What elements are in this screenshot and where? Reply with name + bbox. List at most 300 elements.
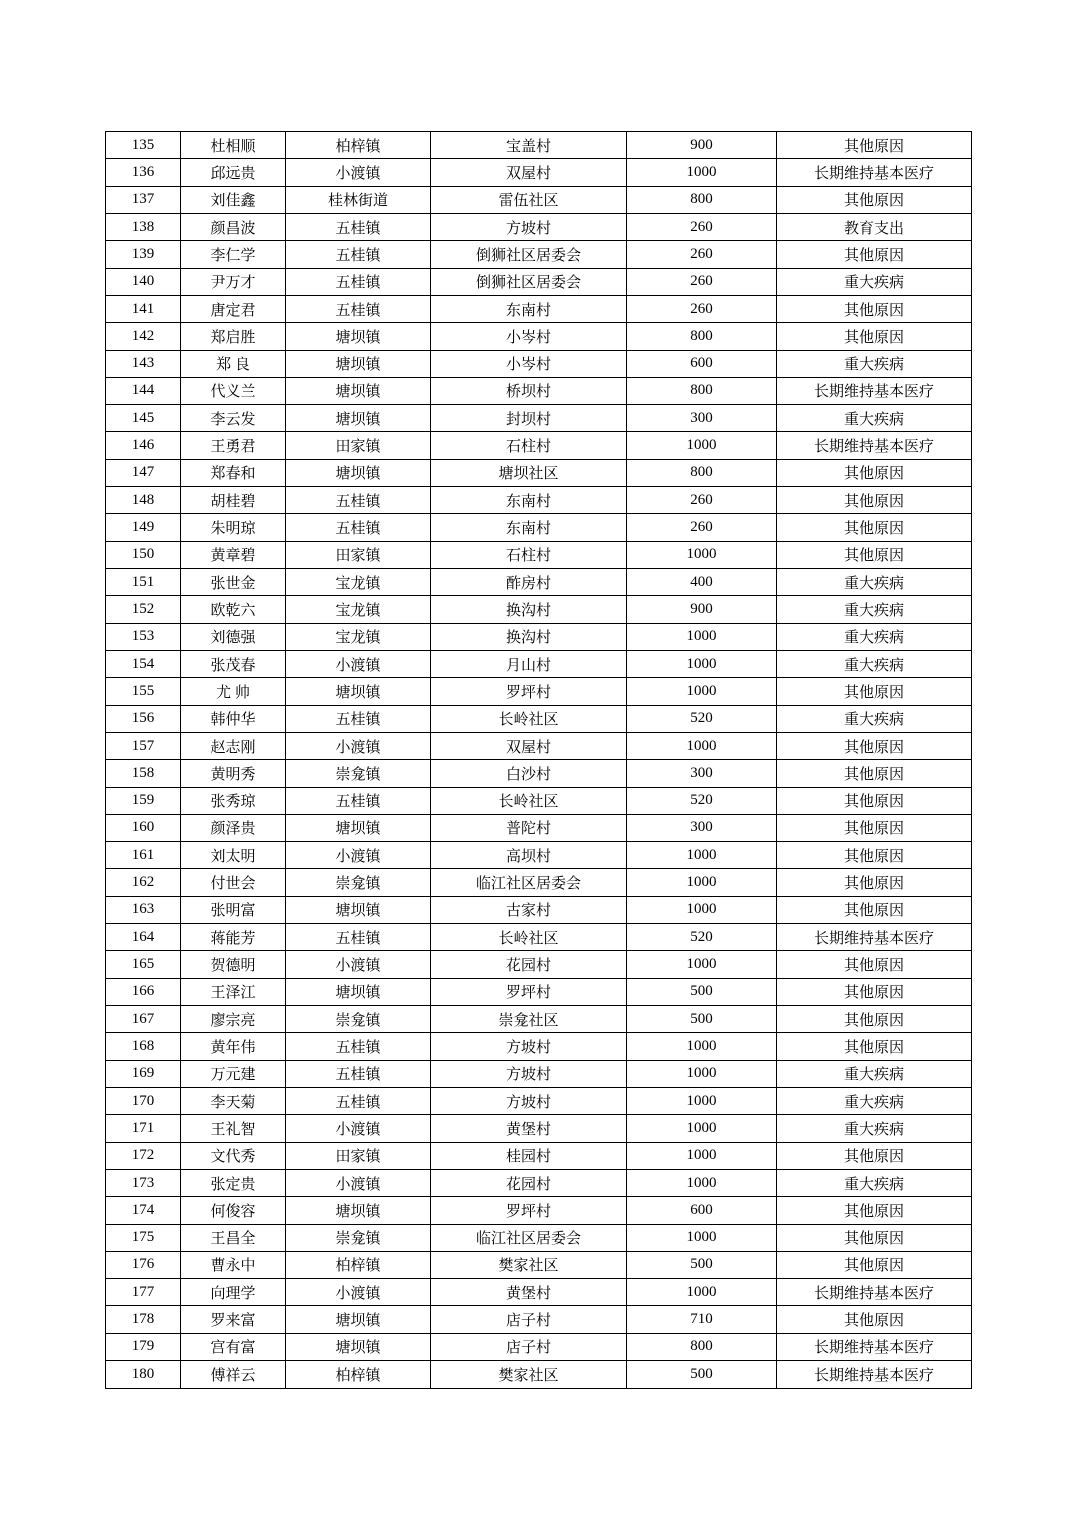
table-row [106,1169,972,1196]
town-cell: 小渡镇 [286,159,431,186]
town-cell: 五桂镇 [286,1060,431,1087]
town-cell: 塘坝镇 [286,323,431,350]
reason-cell: 长期维持基本医疗 [777,924,972,951]
village-cell: 长岭社区 [431,787,627,814]
row-number-cell: 144 [106,377,181,404]
name-cell: 郑启胜 [181,323,286,350]
reason-cell: 其他原因 [777,487,972,514]
row-number-cell: 168 [106,1033,181,1060]
name-cell: 廖宗亮 [181,1006,286,1033]
reason-cell: 其他原因 [777,241,972,268]
row-number-cell: 145 [106,405,181,432]
table-row [106,924,972,951]
village-cell: 双屋村 [431,732,627,759]
reason-cell: 其他原因 [777,951,972,978]
amount-cell: 260 [627,514,777,541]
village-cell: 罗坪村 [431,678,627,705]
table-row [106,787,972,814]
village-cell: 小岑村 [431,323,627,350]
table-row [106,295,972,322]
table-row [106,1142,972,1169]
name-cell: 郑春和 [181,459,286,486]
amount-cell: 500 [627,1251,777,1278]
reason-cell: 重大疾病 [777,1060,972,1087]
reason-cell: 长期维持基本医疗 [777,377,972,404]
village-cell: 换沟村 [431,596,627,623]
name-cell: 刘太明 [181,842,286,869]
row-number-cell: 153 [106,623,181,650]
table-row [106,1087,972,1114]
table-body [106,132,972,1389]
village-cell: 桂园村 [431,1142,627,1169]
amount-cell: 1000 [627,1142,777,1169]
table-row [106,1333,972,1360]
town-cell: 宝龙镇 [286,596,431,623]
reason-cell: 其他原因 [777,978,972,1005]
name-cell: 张茂春 [181,650,286,677]
row-number-cell: 154 [106,650,181,677]
village-cell: 倒狮社区居委会 [431,241,627,268]
row-number-cell: 160 [106,814,181,841]
name-cell: 唐定君 [181,295,286,322]
village-cell: 倒狮社区居委会 [431,268,627,295]
amount-cell: 500 [627,1006,777,1033]
reason-cell: 教育支出 [777,213,972,240]
town-cell: 崇龛镇 [286,1006,431,1033]
amount-cell: 800 [627,323,777,350]
town-cell: 五桂镇 [286,514,431,541]
village-cell: 石柱村 [431,541,627,568]
name-cell: 欧乾六 [181,596,286,623]
village-cell: 临江社区居委会 [431,1224,627,1251]
table-row [106,951,972,978]
table-row [106,241,972,268]
reason-cell: 重大疾病 [777,350,972,377]
table-row [106,1060,972,1087]
name-cell: 李云发 [181,405,286,432]
row-number-cell: 148 [106,487,181,514]
village-cell: 高坝村 [431,842,627,869]
amount-cell: 520 [627,787,777,814]
row-number-cell: 162 [106,869,181,896]
town-cell: 塘坝镇 [286,978,431,1005]
name-cell: 黄年伟 [181,1033,286,1060]
row-number-cell: 137 [106,186,181,213]
name-cell: 朱明琼 [181,514,286,541]
village-cell: 罗坪村 [431,1197,627,1224]
town-cell: 五桂镇 [286,241,431,268]
amount-cell: 1000 [627,1033,777,1060]
row-number-cell: 174 [106,1197,181,1224]
reason-cell: 其他原因 [777,132,972,159]
row-number-cell: 143 [106,350,181,377]
amount-cell: 1000 [627,1060,777,1087]
reason-cell: 其他原因 [777,1197,972,1224]
table-row [106,650,972,677]
table-row [106,268,972,295]
table-row [106,596,972,623]
row-number-cell: 179 [106,1333,181,1360]
amount-cell: 500 [627,1361,777,1389]
row-number-cell: 167 [106,1006,181,1033]
name-cell: 郑 良 [181,350,286,377]
village-cell: 古家村 [431,896,627,923]
name-cell: 张定贵 [181,1169,286,1196]
reason-cell: 其他原因 [777,869,972,896]
town-cell: 田家镇 [286,541,431,568]
town-cell: 五桂镇 [286,924,431,951]
reason-cell: 其他原因 [777,1251,972,1278]
table-row [106,869,972,896]
town-cell: 五桂镇 [286,1087,431,1114]
amount-cell: 260 [627,268,777,295]
town-cell: 小渡镇 [286,650,431,677]
name-cell: 胡桂碧 [181,487,286,514]
reason-cell: 其他原因 [777,459,972,486]
village-cell: 花园村 [431,1169,627,1196]
amount-cell: 1000 [627,159,777,186]
town-cell: 田家镇 [286,432,431,459]
table-row [106,1251,972,1278]
reason-cell: 长期维持基本医疗 [777,432,972,459]
table-row [106,459,972,486]
village-cell: 崇龛社区 [431,1006,627,1033]
village-cell: 方坡村 [431,213,627,240]
reason-cell: 其他原因 [777,760,972,787]
town-cell: 柏梓镇 [286,1251,431,1278]
reason-cell: 其他原因 [777,842,972,869]
row-number-cell: 172 [106,1142,181,1169]
name-cell: 张明富 [181,896,286,923]
reason-cell: 其他原因 [777,1142,972,1169]
amount-cell: 1000 [627,541,777,568]
village-cell: 樊家社区 [431,1361,627,1389]
row-number-cell: 146 [106,432,181,459]
row-number-cell: 142 [106,323,181,350]
village-cell: 长岭社区 [431,705,627,732]
town-cell: 崇龛镇 [286,869,431,896]
name-cell: 王昌全 [181,1224,286,1251]
name-cell: 颜泽贵 [181,814,286,841]
row-number-cell: 135 [106,132,181,159]
table-row [106,377,972,404]
amount-cell: 1000 [627,869,777,896]
town-cell: 五桂镇 [286,213,431,240]
table-row [106,213,972,240]
table-row [106,1033,972,1060]
reason-cell: 重大疾病 [777,596,972,623]
row-number-cell: 173 [106,1169,181,1196]
subsidy-table [105,131,972,1389]
town-cell: 五桂镇 [286,487,431,514]
name-cell: 杜相顺 [181,132,286,159]
village-cell: 方坡村 [431,1033,627,1060]
town-cell: 小渡镇 [286,1169,431,1196]
table-row [106,1306,972,1333]
row-number-cell: 166 [106,978,181,1005]
village-cell: 东南村 [431,514,627,541]
table-row [106,132,972,159]
amount-cell: 900 [627,132,777,159]
table-row [106,1197,972,1224]
table-row [106,978,972,1005]
village-cell: 小岑村 [431,350,627,377]
town-cell: 小渡镇 [286,842,431,869]
town-cell: 桂林街道 [286,186,431,213]
village-cell: 长岭社区 [431,924,627,951]
village-cell: 双屋村 [431,159,627,186]
reason-cell: 其他原因 [777,295,972,322]
village-cell: 封坝村 [431,405,627,432]
town-cell: 崇龛镇 [286,1224,431,1251]
reason-cell: 长期维持基本医疗 [777,1361,972,1389]
table-row [106,569,972,596]
name-cell: 代义兰 [181,377,286,404]
row-number-cell: 155 [106,678,181,705]
amount-cell: 600 [627,350,777,377]
row-number-cell: 140 [106,268,181,295]
town-cell: 塘坝镇 [286,1333,431,1360]
village-cell: 店子村 [431,1333,627,1360]
amount-cell: 800 [627,1333,777,1360]
name-cell: 罗来富 [181,1306,286,1333]
village-cell: 换沟村 [431,623,627,650]
row-number-cell: 152 [106,596,181,623]
reason-cell: 其他原因 [777,1033,972,1060]
name-cell: 尤 帅 [181,678,286,705]
reason-cell: 重大疾病 [777,268,972,295]
village-cell: 黄堡村 [431,1279,627,1306]
village-cell: 东南村 [431,487,627,514]
reason-cell: 长期维持基本医疗 [777,1279,972,1306]
reason-cell: 其他原因 [777,678,972,705]
table-row [106,159,972,186]
village-cell: 石柱村 [431,432,627,459]
amount-cell: 1000 [627,432,777,459]
name-cell: 王勇君 [181,432,286,459]
reason-cell: 重大疾病 [777,705,972,732]
village-cell: 罗坪村 [431,978,627,1005]
town-cell: 塘坝镇 [286,896,431,923]
table-row [106,705,972,732]
amount-cell: 400 [627,569,777,596]
town-cell: 五桂镇 [286,268,431,295]
village-cell: 月山村 [431,650,627,677]
village-cell: 东南村 [431,295,627,322]
village-cell: 宝盖村 [431,132,627,159]
table-row [106,1115,972,1142]
name-cell: 张秀琼 [181,787,286,814]
amount-cell: 260 [627,241,777,268]
town-cell: 塘坝镇 [286,350,431,377]
reason-cell: 其他原因 [777,514,972,541]
reason-cell: 长期维持基本医疗 [777,1333,972,1360]
row-number-cell: 161 [106,842,181,869]
amount-cell: 1000 [627,1169,777,1196]
table-row [106,541,972,568]
reason-cell: 其他原因 [777,787,972,814]
table-row [106,323,972,350]
amount-cell: 260 [627,487,777,514]
amount-cell: 600 [627,1197,777,1224]
village-cell: 樊家社区 [431,1251,627,1278]
amount-cell: 300 [627,814,777,841]
name-cell: 尹万才 [181,268,286,295]
town-cell: 崇龛镇 [286,760,431,787]
town-cell: 塘坝镇 [286,1306,431,1333]
town-cell: 五桂镇 [286,705,431,732]
table-row [106,350,972,377]
table-row [106,896,972,923]
amount-cell: 1000 [627,1087,777,1114]
amount-cell: 900 [627,596,777,623]
village-cell: 花园村 [431,951,627,978]
name-cell: 傅祥云 [181,1361,286,1389]
amount-cell: 1000 [627,1279,777,1306]
reason-cell: 重大疾病 [777,1115,972,1142]
reason-cell: 重大疾病 [777,569,972,596]
name-cell: 付世会 [181,869,286,896]
row-number-cell: 150 [106,541,181,568]
row-number-cell: 141 [106,295,181,322]
amount-cell: 300 [627,760,777,787]
table-row [106,760,972,787]
row-number-cell: 178 [106,1306,181,1333]
row-number-cell: 177 [106,1279,181,1306]
amount-cell: 1000 [627,1115,777,1142]
reason-cell: 长期维持基本医疗 [777,159,972,186]
amount-cell: 500 [627,978,777,1005]
name-cell: 刘德强 [181,623,286,650]
table-row [106,732,972,759]
name-cell: 何俊容 [181,1197,286,1224]
reason-cell: 其他原因 [777,1306,972,1333]
row-number-cell: 138 [106,213,181,240]
village-cell: 塘坝社区 [431,459,627,486]
table-row [106,514,972,541]
reason-cell: 其他原因 [777,814,972,841]
row-number-cell: 156 [106,705,181,732]
town-cell: 宝龙镇 [286,569,431,596]
amount-cell: 1000 [627,623,777,650]
row-number-cell: 165 [106,951,181,978]
row-number-cell: 147 [106,459,181,486]
amount-cell: 1000 [627,732,777,759]
name-cell: 万元建 [181,1060,286,1087]
amount-cell: 1000 [627,842,777,869]
reason-cell: 其他原因 [777,896,972,923]
table-row [106,1279,972,1306]
table-row [106,1224,972,1251]
village-cell: 酢房村 [431,569,627,596]
village-cell: 普陀村 [431,814,627,841]
town-cell: 小渡镇 [286,951,431,978]
table-row [106,814,972,841]
name-cell: 邱远贵 [181,159,286,186]
row-number-cell: 169 [106,1060,181,1087]
name-cell: 贺德明 [181,951,286,978]
village-cell: 方坡村 [431,1087,627,1114]
town-cell: 塘坝镇 [286,377,431,404]
town-cell: 柏梓镇 [286,132,431,159]
town-cell: 宝龙镇 [286,623,431,650]
name-cell: 曹永中 [181,1251,286,1278]
amount-cell: 300 [627,405,777,432]
row-number-cell: 176 [106,1251,181,1278]
table-row [106,1006,972,1033]
town-cell: 塘坝镇 [286,678,431,705]
name-cell: 赵志刚 [181,732,286,759]
town-cell: 塘坝镇 [286,459,431,486]
town-cell: 塘坝镇 [286,814,431,841]
village-cell: 白沙村 [431,760,627,787]
row-number-cell: 170 [106,1087,181,1114]
town-cell: 五桂镇 [286,295,431,322]
amount-cell: 800 [627,459,777,486]
reason-cell: 其他原因 [777,1006,972,1033]
table-row [106,186,972,213]
reason-cell: 重大疾病 [777,623,972,650]
town-cell: 五桂镇 [286,787,431,814]
amount-cell: 260 [627,213,777,240]
town-cell: 柏梓镇 [286,1361,431,1389]
amount-cell: 520 [627,924,777,951]
amount-cell: 1000 [627,951,777,978]
reason-cell: 其他原因 [777,186,972,213]
row-number-cell: 151 [106,569,181,596]
name-cell: 颜昌波 [181,213,286,240]
row-number-cell: 139 [106,241,181,268]
row-number-cell: 159 [106,787,181,814]
table-row [106,487,972,514]
name-cell: 王礼智 [181,1115,286,1142]
name-cell: 李仁学 [181,241,286,268]
table-row [106,678,972,705]
town-cell: 塘坝镇 [286,405,431,432]
name-cell: 黄明秀 [181,760,286,787]
reason-cell: 其他原因 [777,1224,972,1251]
town-cell: 田家镇 [286,1142,431,1169]
reason-cell: 其他原因 [777,323,972,350]
village-cell: 临江社区居委会 [431,869,627,896]
reason-cell: 重大疾病 [777,405,972,432]
row-number-cell: 158 [106,760,181,787]
village-cell: 店子村 [431,1306,627,1333]
name-cell: 刘佳鑫 [181,186,286,213]
amount-cell: 260 [627,295,777,322]
row-number-cell: 180 [106,1361,181,1389]
row-number-cell: 157 [106,732,181,759]
amount-cell: 710 [627,1306,777,1333]
name-cell: 韩仲华 [181,705,286,732]
row-number-cell: 175 [106,1224,181,1251]
reason-cell: 重大疾病 [777,1169,972,1196]
village-cell: 黄堡村 [431,1115,627,1142]
row-number-cell: 164 [106,924,181,951]
village-cell: 桥坝村 [431,377,627,404]
row-number-cell: 163 [106,896,181,923]
row-number-cell: 171 [106,1115,181,1142]
table-row [106,623,972,650]
amount-cell: 520 [627,705,777,732]
table-row [106,405,972,432]
amount-cell: 800 [627,186,777,213]
town-cell: 小渡镇 [286,732,431,759]
name-cell: 文代秀 [181,1142,286,1169]
town-cell: 小渡镇 [286,1115,431,1142]
table-row [106,432,972,459]
reason-cell: 重大疾病 [777,650,972,677]
